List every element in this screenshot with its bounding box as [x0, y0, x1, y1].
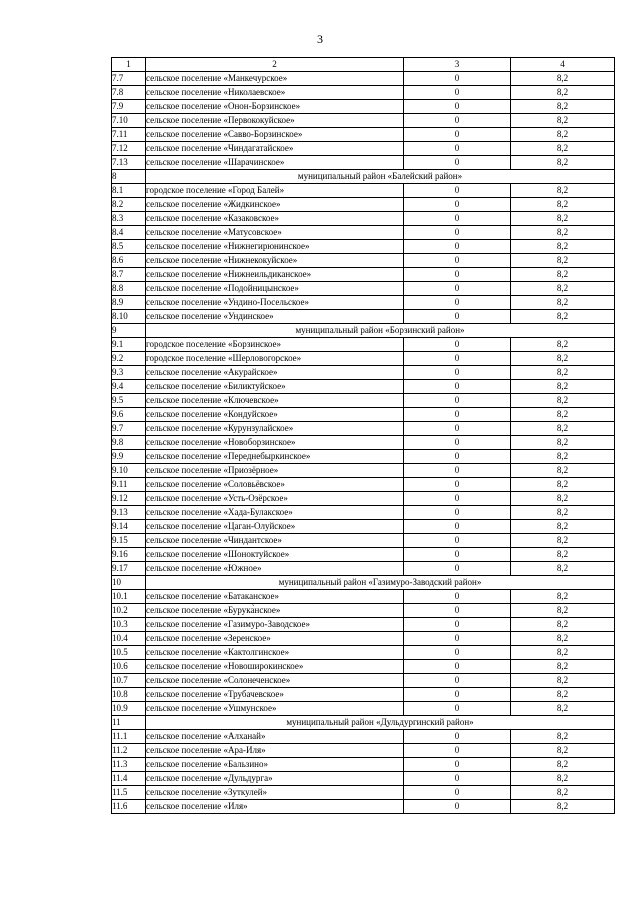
settlement-name: сельское поселение «Приозёрное» — [146, 464, 404, 478]
column-4-value: 8,2 — [511, 184, 615, 198]
column-3-value: 0 — [404, 520, 511, 534]
row-number: 9.8 — [112, 436, 146, 450]
column-3-value: 0 — [404, 590, 511, 604]
section-row — [112, 324, 615, 338]
column-3-value: 0 — [404, 618, 511, 632]
table-row — [112, 142, 615, 156]
row-number: 10.9 — [112, 702, 146, 716]
row-number: 9.17 — [112, 562, 146, 576]
row-number: 11.3 — [112, 758, 146, 772]
column-3-value: 0 — [404, 548, 511, 562]
row-number: 8.5 — [112, 240, 146, 254]
column-3-value: 0 — [404, 464, 511, 478]
column-3-value: 0 — [404, 408, 511, 422]
column-4-value: 8,2 — [511, 618, 615, 632]
row-number: 8.9 — [112, 296, 146, 310]
column-4-value: 8,2 — [511, 352, 615, 366]
column-3-value: 0 — [404, 422, 511, 436]
settlement-name: сельское поселение «Соловьёвское» — [146, 478, 404, 492]
row-number: 9.3 — [112, 366, 146, 380]
column-4-value: 8,2 — [511, 268, 615, 282]
table-row — [112, 562, 615, 576]
settlement-name: сельское поселение «Шарачинское» — [146, 156, 404, 170]
table-row — [112, 618, 615, 632]
column-3-value: 0 — [404, 786, 511, 800]
column-4-value: 8,2 — [511, 632, 615, 646]
column-4-value: 8,2 — [511, 604, 615, 618]
table-row — [112, 226, 615, 240]
column-3-value: 0 — [404, 450, 511, 464]
table-row — [112, 688, 615, 702]
row-number: 7.8 — [112, 86, 146, 100]
settlement-name: сельское поселение «Зуткулей» — [146, 786, 404, 800]
header-col-3: 3 — [404, 58, 511, 72]
column-3-value: 0 — [404, 506, 511, 520]
row-number: 8.2 — [112, 198, 146, 212]
table-row — [112, 646, 615, 660]
table-row — [112, 240, 615, 254]
table-row — [112, 86, 615, 100]
column-4-value: 8,2 — [511, 478, 615, 492]
row-number: 7.10 — [112, 114, 146, 128]
section-number: 11 — [112, 716, 146, 730]
column-4-value: 8,2 — [511, 422, 615, 436]
table-row — [112, 422, 615, 436]
column-4-value: 8,2 — [511, 240, 615, 254]
settlement-name: сельское поселение «Усть-Озёрское» — [146, 492, 404, 506]
row-number: 9.7 — [112, 422, 146, 436]
column-4-value: 8,2 — [511, 366, 615, 380]
table-row — [112, 772, 615, 786]
settlement-name: сельское поселение «Первококуйское» — [146, 114, 404, 128]
section-title: муниципальный район «Балейский район» — [146, 170, 615, 184]
column-4-value: 8,2 — [511, 786, 615, 800]
table-row — [112, 212, 615, 226]
row-number: 9.6 — [112, 408, 146, 422]
column-4-value: 8,2 — [511, 562, 615, 576]
column-3-value: 0 — [404, 562, 511, 576]
settlement-name: сельское поселение «Бальзино» — [146, 758, 404, 772]
column-3-value: 0 — [404, 674, 511, 688]
row-number: 8.8 — [112, 282, 146, 296]
column-4-value: 8,2 — [511, 72, 615, 86]
table-row — [112, 674, 615, 688]
column-4-value: 8,2 — [511, 674, 615, 688]
settlement-name: сельское поселение «Зеренское» — [146, 632, 404, 646]
column-4-value: 8,2 — [511, 548, 615, 562]
header-col-4: 4 — [511, 58, 615, 72]
column-4-value: 8,2 — [511, 142, 615, 156]
table-row — [112, 604, 615, 618]
column-4-value: 8,2 — [511, 758, 615, 772]
settlement-name: сельское поселение «Кактолгинское» — [146, 646, 404, 660]
settlement-name: сельское поселение «Савво-Борзинское» — [146, 128, 404, 142]
settlement-name: сельское поселение «Южное» — [146, 562, 404, 576]
table-row — [112, 548, 615, 562]
row-number: 9.5 — [112, 394, 146, 408]
column-3-value: 0 — [404, 534, 511, 548]
column-3-value: 0 — [404, 702, 511, 716]
table-row — [112, 72, 615, 86]
row-number: 9.10 — [112, 464, 146, 478]
column-4-value: 8,2 — [511, 660, 615, 674]
settlement-name: городское поселение «Город Балей» — [146, 184, 404, 198]
settlement-name: сельское поселение «Чиндагатайское» — [146, 142, 404, 156]
settlement-name: сельское поселение «Цаган-Олуйское» — [146, 520, 404, 534]
row-number: 10.3 — [112, 618, 146, 632]
table-body — [112, 58, 615, 814]
column-4-value: 8,2 — [511, 86, 615, 100]
table-row — [112, 156, 615, 170]
table-row — [112, 114, 615, 128]
row-number: 11.6 — [112, 800, 146, 814]
table-row — [112, 352, 615, 366]
table-row — [112, 520, 615, 534]
settlement-name: сельское поселение «Новоширокинское» — [146, 660, 404, 674]
section-row — [112, 170, 615, 184]
table-row — [112, 310, 615, 324]
settlement-name: сельское поселение «Кондуйское» — [146, 408, 404, 422]
settlement-name: сельское поселение «Алханай» — [146, 730, 404, 744]
column-4-value: 8,2 — [511, 436, 615, 450]
settlement-name: городское поселение «Шерловогорское» — [146, 352, 404, 366]
row-number: 8.3 — [112, 212, 146, 226]
table-row — [112, 506, 615, 520]
column-4-value: 8,2 — [511, 646, 615, 660]
table-row — [112, 478, 615, 492]
column-4-value: 8,2 — [511, 310, 615, 324]
column-4-value: 8,2 — [511, 744, 615, 758]
table-row — [112, 450, 615, 464]
column-3-value: 0 — [404, 632, 511, 646]
row-number: 9.13 — [112, 506, 146, 520]
row-number: 9.15 — [112, 534, 146, 548]
table-row — [112, 534, 615, 548]
column-4-value: 8,2 — [511, 772, 615, 786]
column-3-value: 0 — [404, 744, 511, 758]
table-row — [112, 184, 615, 198]
settlement-name: сельское поселение «Ушмунское» — [146, 702, 404, 716]
column-4-value: 8,2 — [511, 730, 615, 744]
column-3-value: 0 — [404, 100, 511, 114]
section-title: муниципальный район «Борзинский район» — [146, 324, 615, 338]
column-4-value: 8,2 — [511, 226, 615, 240]
table-row — [112, 366, 615, 380]
section-title: муниципальный район «Газимуро-Заводский район» — [146, 576, 615, 590]
section-title: муниципальный район «Дульдургинский район» — [146, 716, 615, 730]
row-number: 9.12 — [112, 492, 146, 506]
table-row — [112, 436, 615, 450]
column-4-value: 8,2 — [511, 114, 615, 128]
settlement-name: сельское поселение «Подойницынское» — [146, 282, 404, 296]
row-number: 10.4 — [112, 632, 146, 646]
column-3-value: 0 — [404, 156, 511, 170]
column-3-value: 0 — [404, 142, 511, 156]
settlement-name: сельское поселение «Акурайское» — [146, 366, 404, 380]
settlement-name: сельское поселение «Хада-Булакское» — [146, 506, 404, 520]
column-4-value: 8,2 — [511, 198, 615, 212]
column-3-value: 0 — [404, 212, 511, 226]
column-3-value: 0 — [404, 338, 511, 352]
settlement-name: сельское поселение «Онон-Борзинское» — [146, 100, 404, 114]
table-row — [112, 660, 615, 674]
settlement-name: сельское поселение «Ундинское» — [146, 310, 404, 324]
row-number: 8.6 — [112, 254, 146, 268]
column-3-value: 0 — [404, 800, 511, 814]
settlement-name: сельское поселение «Переднебыркинское» — [146, 450, 404, 464]
column-4-value: 8,2 — [511, 282, 615, 296]
column-4-value: 8,2 — [511, 254, 615, 268]
section-number: 9 — [112, 324, 146, 338]
column-3-value: 0 — [404, 184, 511, 198]
column-3-value: 0 — [404, 646, 511, 660]
section-row — [112, 716, 615, 730]
header-col-2: 2 — [146, 58, 404, 72]
column-4-value: 8,2 — [511, 156, 615, 170]
settlement-name: сельское поселение «Трубачевское» — [146, 688, 404, 702]
column-3-value: 0 — [404, 492, 511, 506]
column-3-value: 0 — [404, 604, 511, 618]
settlement-name: сельское поселение «Солонеченское» — [146, 674, 404, 688]
row-number: 7.9 — [112, 100, 146, 114]
table-row — [112, 268, 615, 282]
table-row — [112, 786, 615, 800]
row-number: 7.7 — [112, 72, 146, 86]
settlement-name: сельское поселение «Биликтуйское» — [146, 380, 404, 394]
settlement-name: сельское поселение «Нижнекокуйское» — [146, 254, 404, 268]
column-3-value: 0 — [404, 688, 511, 702]
row-number: 10.2 — [112, 604, 146, 618]
row-number: 8.7 — [112, 268, 146, 282]
header-row — [112, 58, 615, 72]
row-number: 9.2 — [112, 352, 146, 366]
column-4-value: 8,2 — [511, 464, 615, 478]
column-4-value: 8,2 — [511, 702, 615, 716]
settlement-name: сельское поселение «Чиндантское» — [146, 534, 404, 548]
column-4-value: 8,2 — [511, 394, 615, 408]
column-3-value: 0 — [404, 296, 511, 310]
row-number: 7.13 — [112, 156, 146, 170]
column-3-value: 0 — [404, 310, 511, 324]
row-number: 9.14 — [112, 520, 146, 534]
column-4-value: 8,2 — [511, 338, 615, 352]
settlements-table — [111, 57, 615, 814]
column-4-value: 8,2 — [511, 128, 615, 142]
column-3-value: 0 — [404, 478, 511, 492]
table-row — [112, 128, 615, 142]
table-row — [112, 338, 615, 352]
settlement-name: сельское поселение «Ундино-Посельское» — [146, 296, 404, 310]
table-row — [112, 394, 615, 408]
column-4-value: 8,2 — [511, 534, 615, 548]
column-4-value: 8,2 — [511, 688, 615, 702]
header-col-1: 1 — [112, 58, 146, 72]
column-3-value: 0 — [404, 436, 511, 450]
row-number: 8.10 — [112, 310, 146, 324]
settlement-name: сельское поселение «Шоноктуйское» — [146, 548, 404, 562]
table-row — [112, 100, 615, 114]
column-4-value: 8,2 — [511, 100, 615, 114]
column-4-value: 8,2 — [511, 492, 615, 506]
column-3-value: 0 — [404, 394, 511, 408]
table-row — [112, 702, 615, 716]
settlement-name: сельское поселение «Жидкинское» — [146, 198, 404, 212]
settlement-name: сельское поселение «Бурука̀нское» — [146, 604, 404, 618]
column-3-value: 0 — [404, 114, 511, 128]
row-number: 8.1 — [112, 184, 146, 198]
column-3-value: 0 — [404, 366, 511, 380]
column-3-value: 0 — [404, 352, 511, 366]
row-number: 10.8 — [112, 688, 146, 702]
column-3-value: 0 — [404, 128, 511, 142]
settlement-name: сельское поселение «Николаевское» — [146, 86, 404, 100]
row-number: 11.1 — [112, 730, 146, 744]
row-number: 7.12 — [112, 142, 146, 156]
column-3-value: 0 — [404, 86, 511, 100]
row-number: 10.7 — [112, 674, 146, 688]
page-number: 3 — [317, 32, 323, 46]
column-3-value: 0 — [404, 254, 511, 268]
settlement-name: сельское поселение «Курунзулайское» — [146, 422, 404, 436]
table-row — [112, 282, 615, 296]
table-row — [112, 758, 615, 772]
column-4-value: 8,2 — [511, 212, 615, 226]
row-number: 11.4 — [112, 772, 146, 786]
section-row — [112, 576, 615, 590]
settlement-name: сельское поселение «Новоборзинское» — [146, 436, 404, 450]
settlement-name: сельское поселение «Иля» — [146, 800, 404, 814]
column-3-value: 0 — [404, 226, 511, 240]
column-3-value: 0 — [404, 380, 511, 394]
table-row — [112, 464, 615, 478]
column-4-value: 8,2 — [511, 506, 615, 520]
table-row — [112, 380, 615, 394]
settlement-name: сельское поселение «Матусовское» — [146, 226, 404, 240]
settlement-name: сельское поселение «Нижнегирюнинское» — [146, 240, 404, 254]
table-row — [112, 590, 615, 604]
column-3-value: 0 — [404, 240, 511, 254]
row-number: 10.5 — [112, 646, 146, 660]
column-4-value: 8,2 — [511, 800, 615, 814]
column-3-value: 0 — [404, 72, 511, 86]
table-row — [112, 744, 615, 758]
table-row — [112, 492, 615, 506]
row-number: 7.11 — [112, 128, 146, 142]
column-3-value: 0 — [404, 268, 511, 282]
row-number: 9.9 — [112, 450, 146, 464]
settlement-name: сельское поселение «Нижнеильдиканское» — [146, 268, 404, 282]
settlement-name: сельское поселение «Дульдурга» — [146, 772, 404, 786]
settlement-name: сельское поселение «Газимуро-Заводское» — [146, 618, 404, 632]
column-4-value: 8,2 — [511, 590, 615, 604]
row-number: 9.4 — [112, 380, 146, 394]
column-3-value: 0 — [404, 660, 511, 674]
table-row — [112, 730, 615, 744]
table-row — [112, 254, 615, 268]
column-4-value: 8,2 — [511, 380, 615, 394]
row-number: 11.5 — [112, 786, 146, 800]
settlement-name: сельское поселение «Батаканское» — [146, 590, 404, 604]
settlement-name: сельское поселение «Ара-Иля» — [146, 744, 404, 758]
row-number: 9.16 — [112, 548, 146, 562]
row-number: 8.4 — [112, 226, 146, 240]
section-number: 8 — [112, 170, 146, 184]
column-3-value: 0 — [404, 730, 511, 744]
column-3-value: 0 — [404, 282, 511, 296]
table-row — [112, 198, 615, 212]
column-3-value: 0 — [404, 772, 511, 786]
settlement-name: сельское поселение «Казаковское» — [146, 212, 404, 226]
table-row — [112, 800, 615, 814]
column-3-value: 0 — [404, 758, 511, 772]
row-number: 9.11 — [112, 478, 146, 492]
settlement-name: сельское поселение «Ключевское» — [146, 394, 404, 408]
row-number: 10.6 — [112, 660, 146, 674]
table-row — [112, 296, 615, 310]
settlement-name: сельское поселение «Манкечурское» — [146, 72, 404, 86]
column-4-value: 8,2 — [511, 520, 615, 534]
column-4-value: 8,2 — [511, 408, 615, 422]
section-number: 10 — [112, 576, 146, 590]
row-number: 9.1 — [112, 338, 146, 352]
table-row — [112, 408, 615, 422]
table-row — [112, 632, 615, 646]
row-number: 11.2 — [112, 744, 146, 758]
column-4-value: 8,2 — [511, 296, 615, 310]
row-number: 10.1 — [112, 590, 146, 604]
column-3-value: 0 — [404, 198, 511, 212]
settlement-name: городское поселение «Борзинское» — [146, 338, 404, 352]
column-4-value: 8,2 — [511, 450, 615, 464]
